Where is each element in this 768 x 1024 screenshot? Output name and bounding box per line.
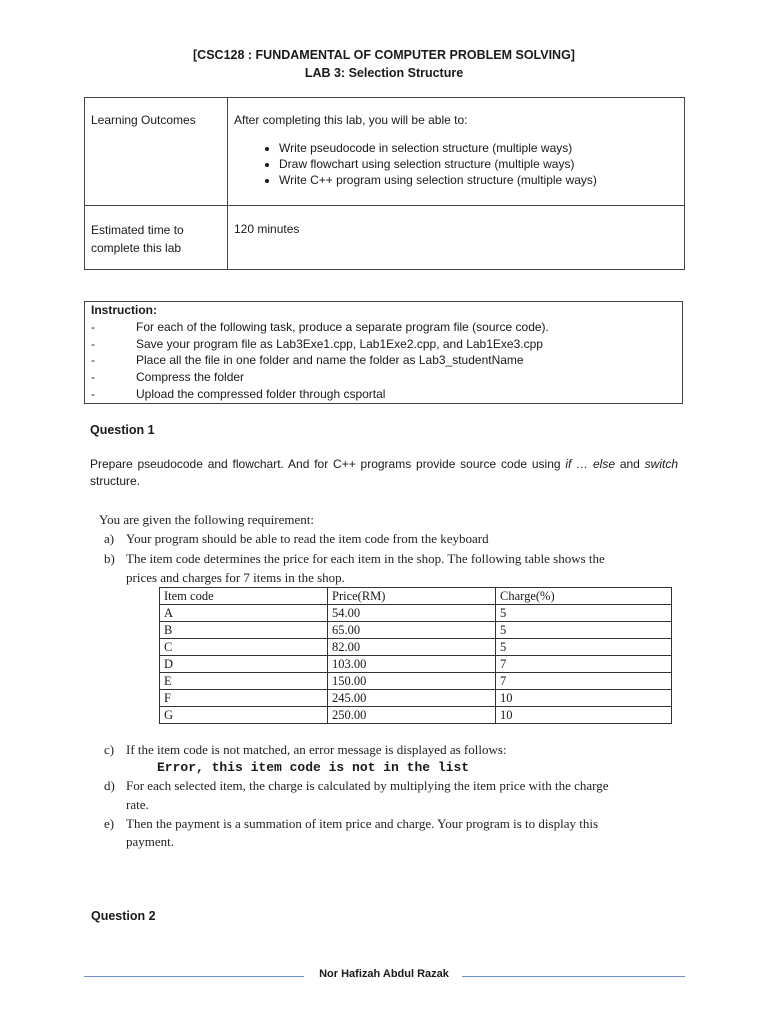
table-cell: 7 (496, 656, 672, 673)
outcome-item: • Write C++ program using selection structure (multiple ways) (279, 172, 678, 188)
table-cell: 103.00 (328, 656, 496, 673)
table-row (160, 690, 672, 707)
instruction-text: Place all the file in one folder and name the folder as Lab3_studentName (136, 353, 524, 368)
instruction-text: Compress the folder (136, 370, 245, 385)
table-cell: G (160, 707, 328, 724)
para-if-else: if … else (565, 457, 615, 471)
req-e-text: Then the payment is a summation of item price and charge. Your program is to display this (126, 816, 599, 831)
dash-bullet: - (91, 336, 95, 351)
time-label: Estimated time to (91, 223, 184, 237)
table-cell: B (160, 622, 328, 639)
question2-heading: Question 2 (91, 909, 156, 923)
table-cell: F (160, 690, 328, 707)
table-header: Item code (160, 588, 328, 605)
table-cell: 250.00 (328, 707, 496, 724)
para-text: and (615, 457, 645, 471)
req-a-text: Your program should be able to read the item code from the keyboard (126, 531, 489, 546)
req-e-label: e) (104, 816, 115, 831)
table-row (160, 605, 672, 622)
outcomes-content-cell (228, 98, 685, 206)
instruction-item (91, 319, 682, 336)
outcome-item: • Draw flowchart using selection structure (multiple ways) (279, 156, 678, 172)
outcomes-label: Learning Outcomes (91, 113, 196, 127)
time-value-cell (228, 206, 685, 270)
dash-bullet: - (91, 353, 95, 368)
instruction-item (91, 386, 682, 403)
requirement-intro: You are given the following requirement: (99, 512, 314, 527)
table-row (160, 673, 672, 690)
dash-bullet: - (91, 386, 95, 401)
req-e-text: payment. (126, 834, 175, 849)
table-cell: 5 (496, 605, 672, 622)
req-d-text: For each selected item, the charge is calculated by multiplying the item price with the charge (126, 778, 609, 793)
req-c-label: c) (104, 742, 115, 757)
time-label-cell (85, 206, 228, 270)
instruction-item (91, 352, 682, 369)
table-cell: D (160, 656, 328, 673)
outcome-item: • Write pseudocode in selection structure (multiple ways) (279, 140, 678, 156)
table-cell: 5 (496, 622, 672, 639)
outcomes-intro: After completing this lab, you will be able to: (234, 113, 468, 127)
req-b-text: prices and charges for 7 items in the shop. (126, 570, 345, 585)
footer-author: Nor Hafizah Abdul Razak (319, 968, 449, 980)
dash-bullet: - (91, 370, 95, 385)
req-d-label: d) (104, 778, 115, 793)
table-cell: 150.00 (328, 673, 496, 690)
table-row (160, 656, 672, 673)
instruction-text: Upload the compressed folder through csportal (136, 386, 386, 401)
instruction-text: For each of the following task, produce a separate program file (source code). (136, 319, 549, 334)
course-title: [CSC128 : FUNDAMENTAL OF COMPUTER PROBLEM SOLVING] (193, 48, 575, 62)
time-label: complete this lab (91, 241, 182, 255)
outcomes-list (234, 140, 678, 188)
dash-bullet: - (91, 319, 95, 334)
table-cell: C (160, 639, 328, 656)
table-cell: 10 (496, 690, 672, 707)
para-text: Prepare pseudocode and flowchart. And for C++ programs provide source code using (90, 457, 566, 471)
item-price-table (159, 587, 672, 724)
table-cell: A (160, 605, 328, 622)
table-cell: 54.00 (328, 605, 496, 622)
outcomes-label-cell (85, 98, 228, 206)
learning-outcomes-table (84, 97, 685, 270)
instruction-item (91, 369, 682, 386)
instruction-box (84, 301, 683, 404)
table-row (160, 622, 672, 639)
table-header-row (160, 588, 672, 605)
table-cell: 65.00 (328, 622, 496, 639)
table-cell: 7 (496, 673, 672, 690)
table-row (160, 639, 672, 656)
question1-paragraph (90, 456, 678, 490)
table-cell: 82.00 (328, 639, 496, 656)
table-cell: 10 (496, 707, 672, 724)
req-b-text: The item code determines the price for each item in the shop. The following table shows the (126, 551, 605, 566)
instruction-text: Save your program file as Lab3Exe1.cpp, Lab1Exe2.cpp, and Lab1Exe3.cpp (136, 336, 543, 351)
time-value: 120 minutes (234, 222, 300, 236)
table-header: Charge(%) (496, 588, 672, 605)
para-text: structure. (90, 474, 141, 488)
table-cell: 5 (496, 639, 672, 656)
table-row (160, 707, 672, 724)
instruction-item (91, 336, 682, 353)
lab-title: LAB 3: Selection Structure (304, 66, 464, 80)
req-a-label: a) (104, 531, 115, 546)
req-d-text: rate. (126, 797, 149, 812)
instruction-title: Instruction: (91, 303, 157, 317)
error-message: Error, this item code is not in the list (157, 760, 470, 775)
question1-heading: Question 1 (90, 423, 155, 437)
table-cell: E (160, 673, 328, 690)
table-header: Price(RM) (328, 588, 496, 605)
req-c-text: If the item code is not matched, an error message is displayed as follows: (126, 742, 507, 757)
para-switch: switch (644, 457, 678, 471)
table-cell: 245.00 (328, 690, 496, 707)
req-b-label: b) (104, 551, 115, 566)
